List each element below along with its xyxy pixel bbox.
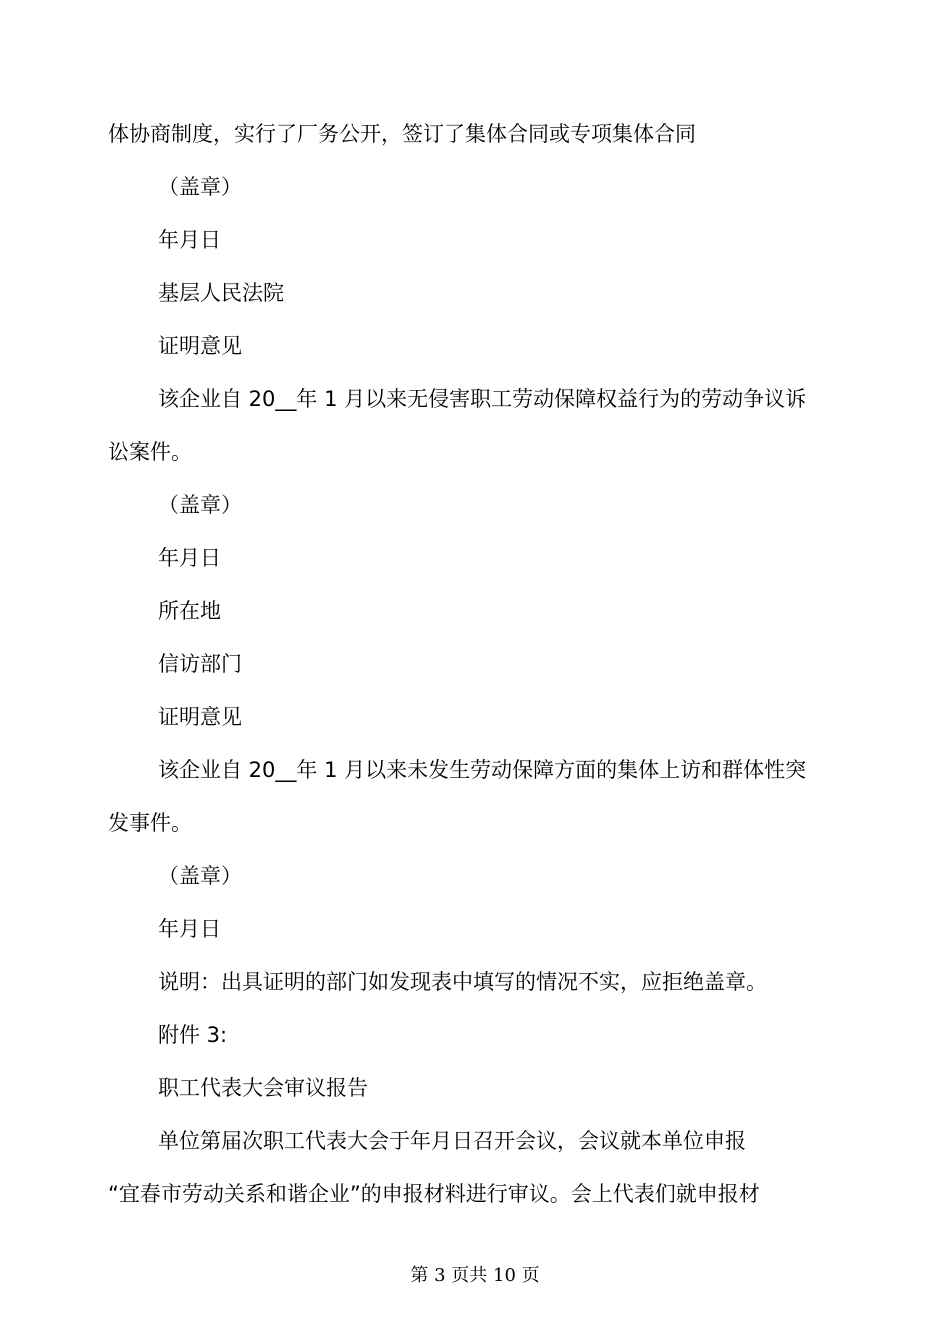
text-line: 年月日 — [158, 228, 221, 252]
text-line: 基层人民法院 — [158, 281, 284, 305]
page-footer: 第 3 页共 10 页 — [410, 1265, 540, 1286]
document-body — [108, 108, 848, 1221]
text-line: 年月日 — [158, 917, 221, 941]
text-line: 发事件。 — [108, 811, 192, 835]
text-line: 该企业自 20__年 1 月以来无侵害职工劳动保障权益行为的劳动争议诉 — [158, 387, 807, 411]
text-line: 信访部门 — [158, 652, 242, 676]
text-line: （盖章） — [158, 864, 242, 888]
text-line: 单位第届次职工代表大会于年月日召开会议，会议就本单位申报 — [158, 1129, 746, 1153]
text-line: 证明意见 — [158, 334, 242, 358]
text-line: 体协商制度，实行了厂务公开，签订了集体合同或专项集体合同 — [108, 122, 696, 146]
text-line: （盖章） — [158, 175, 242, 199]
text-line: 职工代表大会审议报告 — [158, 1076, 368, 1100]
text-line: 所在地 — [158, 599, 221, 623]
text-line: 附件 3: — [158, 1023, 228, 1047]
text-line: 年月日 — [158, 546, 221, 570]
text-line: 该企业自 20__年 1 月以来未发生劳动保障方面的集体上访和群体性突 — [158, 758, 807, 782]
text-line: 讼案件。 — [108, 440, 192, 464]
text-line: “宜春市劳动关系和谐企业”的申报材料进行审议。会上代表们就申报材 — [108, 1182, 760, 1206]
text-line: （盖章） — [158, 493, 242, 517]
text-line: 说明：出具证明的部门如发现表中填写的情况不实，应拒绝盖章。 — [158, 970, 767, 994]
text-line: 证明意见 — [158, 705, 242, 729]
